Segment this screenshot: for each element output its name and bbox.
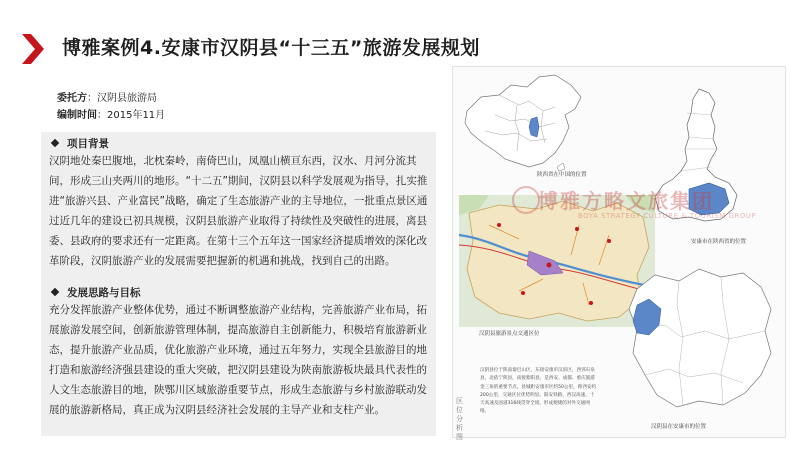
page-title: 博雅案例4.安康市汉阴县“十三五”旅游发展规划 — [62, 37, 480, 59]
client-label: 委托方 — [57, 93, 87, 104]
section-heading-text: 项目背景 — [67, 138, 109, 150]
china-map-caption: 陕西省在中国的位置 — [537, 172, 587, 178]
county-map-image — [625, 265, 777, 413]
date-line — [57, 106, 165, 121]
date-value: 2015年11月 — [107, 110, 166, 121]
section-heading-goals — [49, 285, 141, 300]
client-value: 汉阴县旅游局 — [97, 93, 157, 104]
section-heading-text: 发展思路与目标 — [67, 287, 141, 299]
client-sep: ： — [87, 93, 97, 104]
section-heading-background — [49, 136, 109, 151]
diamond-bullet-icon — [51, 288, 59, 296]
section-body-goals: 充分发挥旅游产业整体优势，通过不断调整旅游产业结构，完善旅游产业布局，拓展旅游发展空间，创新旅游管理体制，提高旅游自主创新能力，积极培育旅游新业态，提升旅游产业品质，优化旅游产业环境，通过五年努力，实现全县旅游目的地打造和旅游经济强县建设的重大突破，把汉阴县建设为陕南旅游板块最具代表性的人文生态旅游目的地，陕鄂川区域旅游重要节点，形成生态旅游与乡村旅游联动发展的旅游新格局，真正成为汉阴县经济社会发展的主导产业和支柱产业。 — [49, 304, 427, 417]
watermark-text: 博雅方略文旅集团 — [538, 189, 714, 213]
traffic-map-caption: 汉阴县旅游景点交通区位 — [479, 331, 540, 337]
watermark-english-text: BOYA STRATEGY CULTURE & TOURISM GROUP — [578, 212, 757, 220]
map-side-label: 区位分析图 — [456, 397, 463, 441]
section-body-background: 汉阴地处秦巴腹地，北枕秦岭，南倚巴山，凤凰山横亘东西，汉水、月河分流其间，形成三山夹两川的地形。“十二五”期间，汉阴县以科学发展观为指导，扎实推进“旅游兴县、产业富民”战略，确定了生态旅游产业的主导地位，一批重点景区通过近几年的建设已初具规模，汉阴县旅游产业取得了持续性及突破性的进展，离县委、县政府的要求还有一定距离。在第十三个五年这一国家经济提质增效的深化改革阶段，汉阴旅游产业的发展需要把握新的机遇和挑战，找到自己的出路。 — [49, 155, 428, 268]
county-map-caption: 汉阴县在安康市的位置 — [651, 424, 707, 430]
china-map-image — [459, 71, 589, 175]
watermark-logo-icon — [512, 186, 540, 214]
map-note-text: 汉阴县位于陕南秦巴山区，东接安康市汉滨区，西邻石泉县，北依宁陕县，南接紫阳县，是西安、成都、重庆旅游金三角的重要节点。县城距安康市区约50公里，距西安约200公里，交通区位优势明显。阳安铁路、西汉高速、十天高速及国道316线贯穿全境，形成便捷的对外交通网络。 — [480, 368, 597, 415]
date-label: 编制时间 — [57, 110, 97, 121]
ankang-map-caption: 安康市在陕西省的位置 — [691, 239, 747, 245]
diamond-bullet-icon — [51, 139, 59, 147]
client-line — [57, 89, 157, 104]
location-map-figure — [452, 66, 786, 441]
title-chevron-icon — [22, 34, 44, 64]
date-sep: ： — [97, 110, 107, 121]
